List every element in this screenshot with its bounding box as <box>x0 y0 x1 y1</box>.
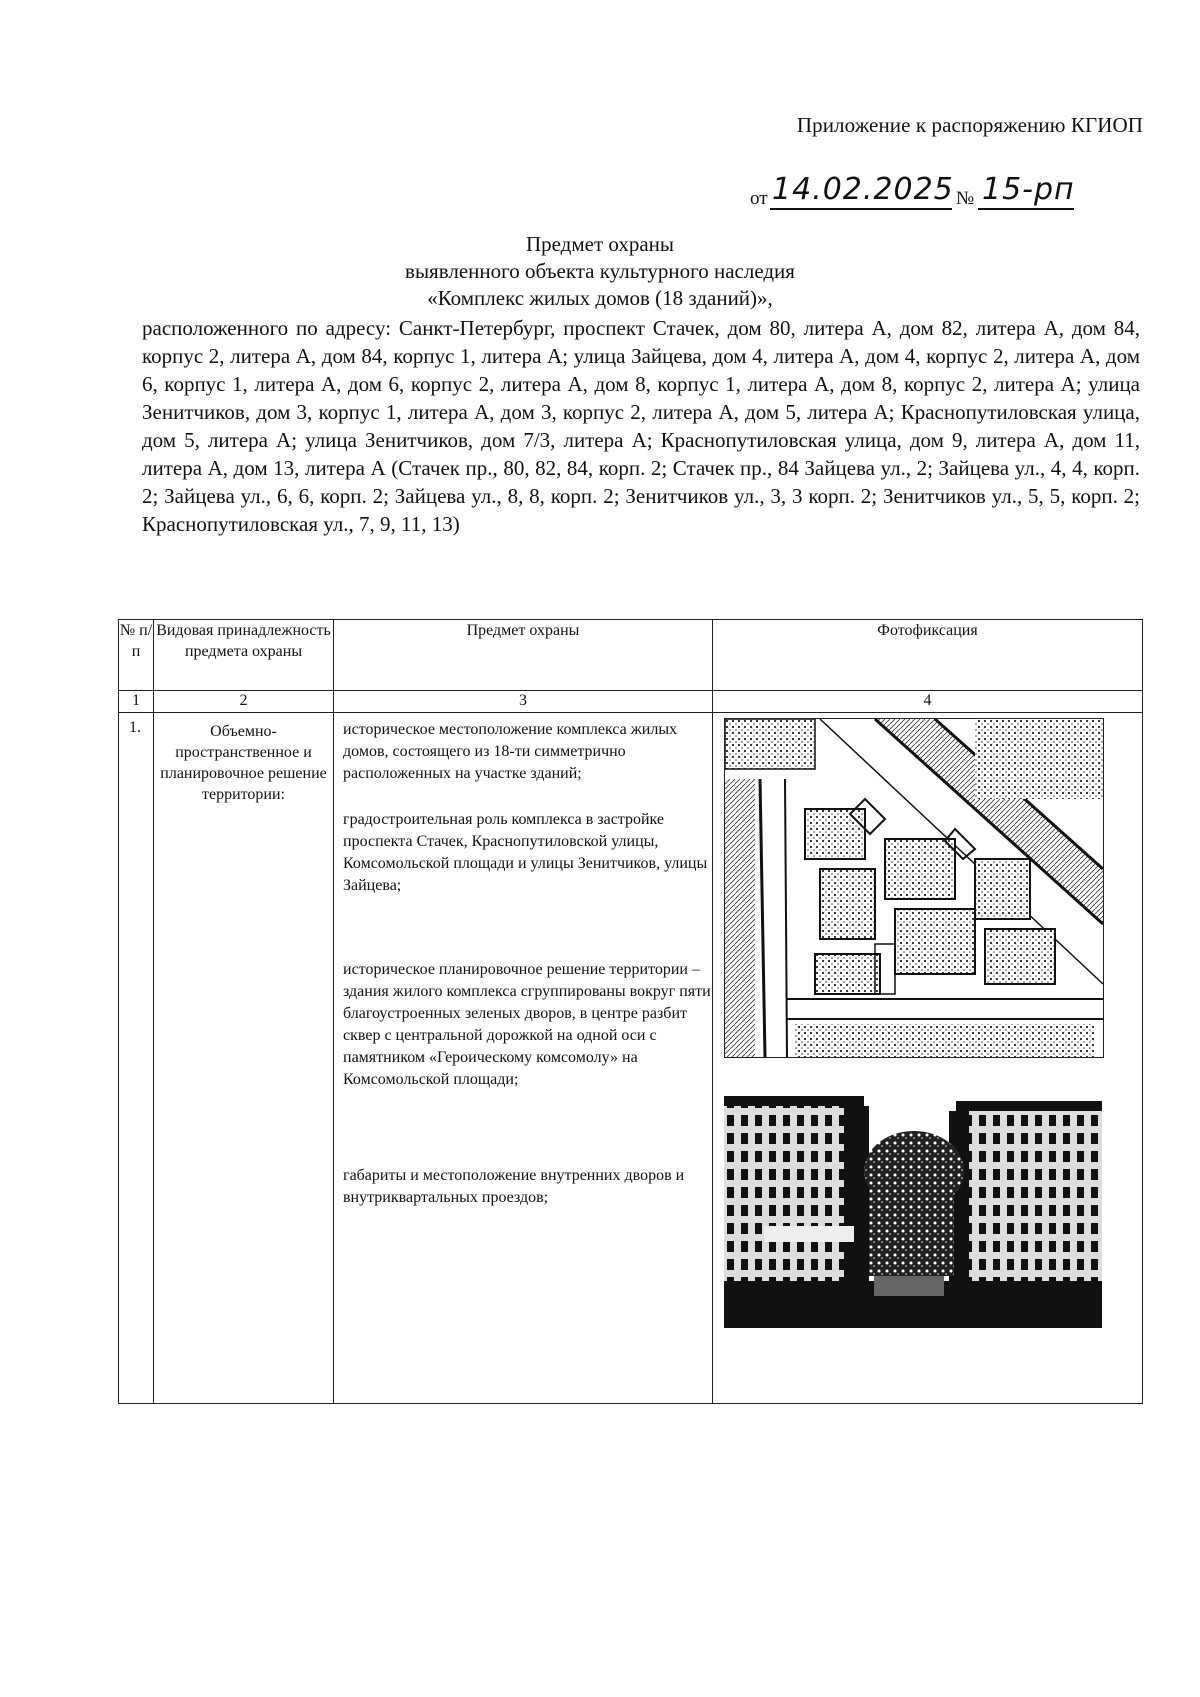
row-number-cell <box>119 713 154 1404</box>
col-number-1: 1 <box>119 691 154 713</box>
number-prefix: № <box>956 188 975 209</box>
doc-title-line3: «Комплекс жилых домов (18 зданий)», <box>427 286 773 310</box>
subject-item-role: градостроительная роль комплекса в застройке проспекта Стачек, Краснопутиловской улицы, Комсомольской площади и улицы Зенитчиков, улицы Зайцева; <box>343 811 708 894</box>
column-number-row <box>119 691 1143 713</box>
subject-item-planning: историческое планировочное решение территории – здания жилого комплекса сгруппированы вокруг пяти благоустроенных зеленых дворов, в центре разбит сквер с центральной дорожкой на одной оси с памятником «Героическому комсомолу» на Комсомольской площади; <box>343 961 711 1088</box>
street-drawing <box>724 1076 1102 1328</box>
protection-table <box>118 619 1143 1404</box>
date-prefix: от <box>750 188 768 209</box>
row-photo-cell <box>713 713 1143 1404</box>
col-number-3: 3 <box>334 691 713 713</box>
date-underline <box>770 208 952 210</box>
object-address: расположенного по адресу: Санкт-Петербург, проспект Стачек, дом 80, литера А, дом 82, литера А, дом 84, корпус 2, литера А, дом 84, корпус 1, литера А; улица Зайцева, дом 4, литера А, дом 4, корпус 2, литера А, дом 6, корпус 1, литера А, дом 6, корпус 2, литера А, дом 8, корпус 1, литера А, дом 8, корпус 2, литера А; улица Зенитчиков, дом 3, корпус 1, литера А, дом 3, корпус 2, литера А, дом 5, литера А; Краснопутиловская улица, дом 5, литера А; улица Зенитчиков, дом 7/3, литера А; Краснопутиловская улица, дом 9, литера А, дом 11, литера А, дом 13, литера А (Стачек пр., 80, 82, 84, корп. 2; Стачек пр., 84 Зайцева ул., 2; Зайцева ул., 4, 4, корп. 2; Зайцева ул., 6, 6, корп. 2; Зайцева ул., 8, 8, корп. 2; Зенитчиков ул., 3, 3 корп. 2; Зенитчиков ул., 5, 5, корп. 2; Краснопутиловская ул., 7, 9, 11, 13) <box>142 316 1140 536</box>
number-underline <box>978 208 1074 210</box>
col-number-4: 4 <box>713 691 1143 713</box>
doc-title-line2: выявленного объекта культурного наследия <box>405 259 795 283</box>
doc-title-line1: Предмет охраны <box>525 232 675 256</box>
table-header-row <box>119 620 1143 691</box>
row-category-cell <box>154 713 334 1404</box>
map-photo <box>724 718 1104 1058</box>
order-number: 15-рп <box>982 172 1075 207</box>
col-number-2: 2 <box>154 691 334 713</box>
row-category: Объемно-пространственное и планировочное решение территории: <box>160 723 327 803</box>
appendix-caption: Приложение к распоряжению КГИОП <box>796 113 1143 137</box>
header-number: № п/п <box>119 620 154 691</box>
header-subject: Предмет охраны <box>334 620 713 691</box>
subject-list <box>334 713 712 1209</box>
order-date: 14.02.2025 <box>772 172 954 207</box>
table-row <box>119 713 1143 1404</box>
subject-item-location: историческое местоположение комплекса жилых домов, состоящего из 18-ти симметрично расположенных на участке зданий; <box>343 721 678 782</box>
row-number: 1. <box>129 719 141 736</box>
order-date-number <box>750 170 1110 220</box>
map-drawing <box>725 719 1103 1057</box>
header-category: Видовая принадлежность предмета охраны <box>154 620 334 691</box>
street-photo <box>724 1076 1102 1328</box>
row-subject-cell <box>334 713 713 1404</box>
subject-item-courtyards: габариты и местоположение внутренних дворов и внутриквартальных проездов; <box>343 1167 685 1206</box>
header-photo: Фотофиксация <box>713 620 1143 691</box>
